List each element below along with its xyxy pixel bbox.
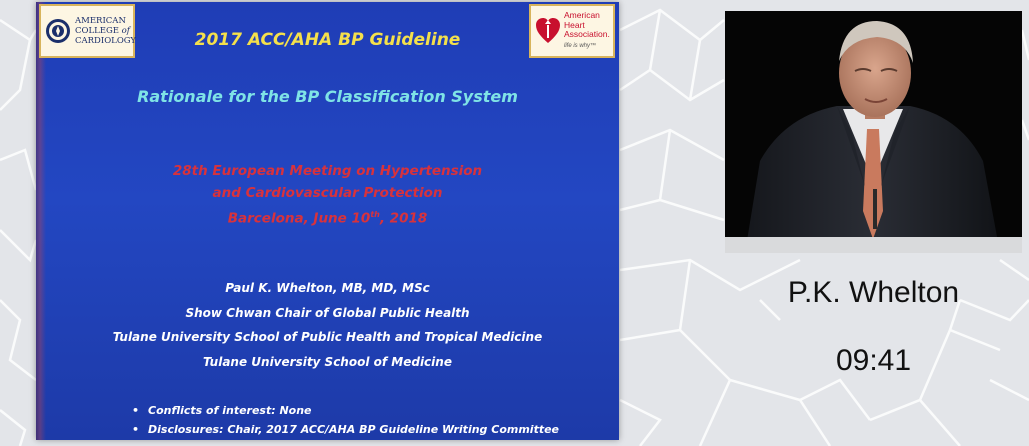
- slide-title: 2017 ACC/AHA BP Guideline: [194, 30, 461, 50]
- aha-logo-text: American Heart Association. life is why™: [564, 10, 610, 49]
- disclosure-list: [132, 401, 559, 439]
- meeting-info: [36, 160, 619, 230]
- speaker-video: [725, 11, 1022, 253]
- speaker-name: P.K. Whelton: [787, 276, 960, 309]
- author-school-2: Tulane University School of Medicine: [203, 354, 452, 369]
- author-chair: Show Chwan Chair of Global Public Health: [185, 305, 470, 320]
- author-block: [36, 276, 619, 374]
- speaker-figure: [725, 11, 1022, 253]
- session-clock: 09:41: [835, 344, 912, 377]
- author-school-1: Tulane University School of Public Health and Tropical Medicine: [112, 330, 543, 344]
- meeting-line-2: and Cardiovascular Protection: [212, 185, 443, 201]
- slide-subtitle: Rationale for the BP Classification System: [137, 87, 518, 106]
- list-item: • Conflicts of interest: None: [132, 401, 559, 420]
- author-name: Paul K. Whelton, MB, MD, MSc: [225, 281, 430, 295]
- meeting-line-3: Barcelona, June 10th, 2018: [227, 210, 428, 227]
- acc-logo-text: AMERICAN COLLEGE of CARDIOLOGY: [75, 16, 137, 46]
- presentation-slide: [36, 2, 619, 440]
- meeting-line-1: 28th European Meeting on Hypertension: [172, 163, 483, 179]
- list-item: • Disclosures: Chair, 2017 ACC/AHA BP Guideline Writing Committee: [132, 420, 559, 439]
